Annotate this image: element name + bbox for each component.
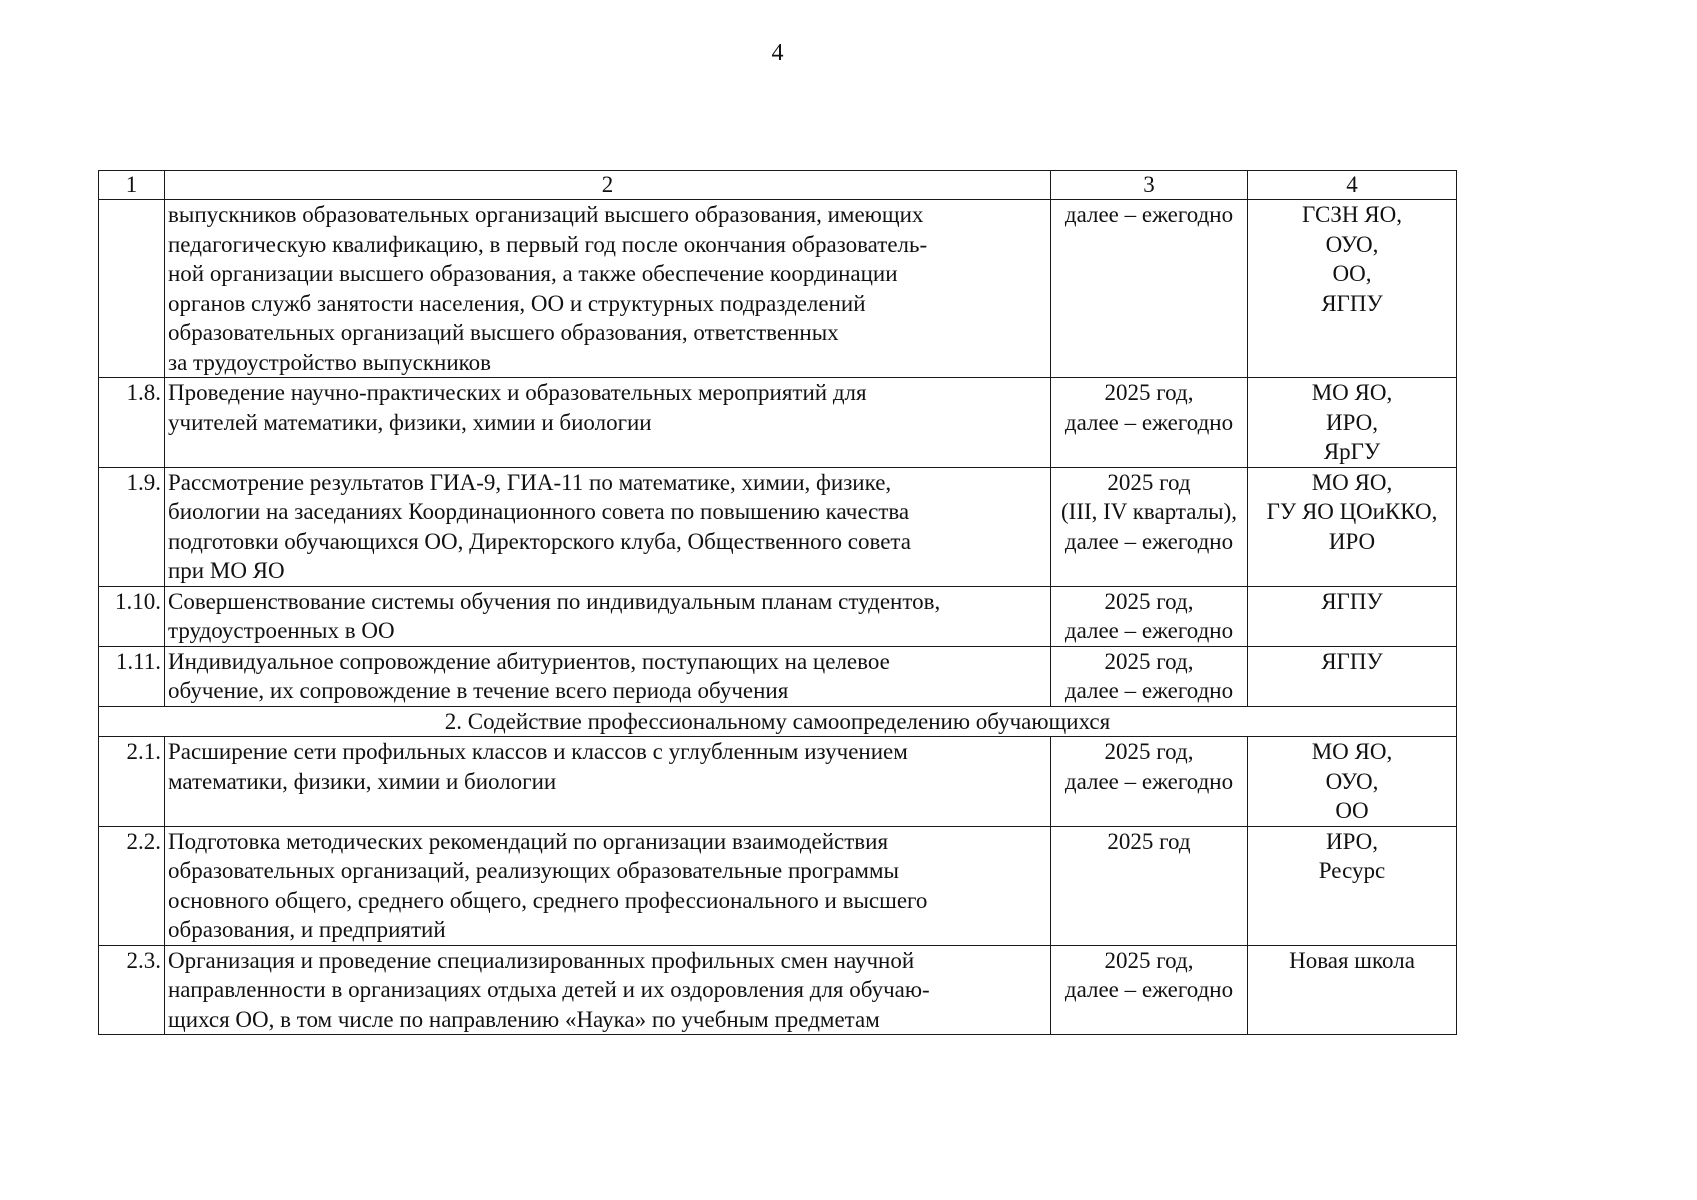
- term-line: 2025 год,: [1104, 947, 1194, 973]
- text-line: органов служб занятости населения, ОО и структурных подразделений: [168, 290, 866, 316]
- text-line: Совершенствование системы обучения по индивидуальным планам студентов,: [168, 588, 941, 614]
- responsible-cell: [1248, 586, 1457, 646]
- text-line: биологии на заседаниях Координационного совета по повышению качества: [168, 499, 910, 524]
- responsible-line: ЯрГУ: [1323, 439, 1381, 464]
- term-cell: [1051, 200, 1248, 378]
- text-line: подготовки обучающихся ОО, Директорского клуба, Общественного совета: [168, 528, 911, 554]
- row-number: [99, 200, 165, 378]
- measure-text: [165, 826, 1051, 945]
- table-row: [99, 586, 1457, 646]
- responsible-line: ОО,: [1332, 261, 1372, 286]
- row-number: 1.9.: [99, 467, 165, 586]
- row-number: 1.8.: [99, 378, 165, 468]
- term-line: 2025 год,: [1104, 648, 1194, 674]
- responsible-line: Ресурс: [1318, 858, 1386, 883]
- term-cell: [1051, 945, 1248, 1035]
- responsible-line: ЯГПУ: [1321, 290, 1383, 316]
- text-line: щихся ОО, в том числе по направлению «Наука» по учебным предметам: [168, 1006, 880, 1032]
- term-cell: [1051, 826, 1248, 945]
- term-cell: [1051, 378, 1248, 468]
- text-line: Рассмотрение результатов ГИА-9, ГИА-11 по математике, химии, физике,: [168, 469, 892, 495]
- text-line: образования, и предприятий: [168, 917, 446, 942]
- responsible-line: ОО: [1335, 798, 1369, 823]
- term-cell: [1051, 737, 1248, 827]
- text-line: образовательных организаций высшего образования, ответственных: [168, 320, 839, 345]
- text-line: математики, физики, химии и биологии: [168, 768, 557, 794]
- table-header-row: [99, 171, 1457, 200]
- text-line: Проведение научно-практических и образовательных мероприятий для: [168, 380, 867, 405]
- measure-text: [165, 467, 1051, 586]
- term-line: далее – ежегодно: [1064, 409, 1234, 435]
- term-cell: [1051, 646, 1248, 706]
- term-line: далее – ежегодно: [1064, 618, 1234, 643]
- responsible-cell: [1248, 200, 1457, 378]
- text-line: за трудоустройство выпускников: [168, 349, 491, 375]
- responsible-line: ОУО,: [1325, 231, 1379, 257]
- measure-text: [165, 200, 1051, 378]
- text-line: педагогическую квалификацию, в первый год после окончания образователь-: [168, 231, 928, 257]
- responsible-line: ИРО,: [1325, 409, 1379, 435]
- term-line: далее – ежегодно: [1064, 528, 1234, 554]
- term-line: 2025 год,: [1104, 739, 1194, 764]
- term-line: 2025 год: [1107, 828, 1191, 854]
- table-row: [99, 945, 1457, 1035]
- table-row: [99, 200, 1457, 378]
- responsible-cell: [1248, 467, 1457, 586]
- measures-table: [98, 170, 1457, 1035]
- text-line: учителей математики, физики, химии и биологии: [168, 409, 652, 435]
- responsible-line: МО ЯО,: [1311, 380, 1393, 405]
- row-number: 1.11.: [99, 646, 165, 706]
- term-line: 2025 год: [1107, 469, 1191, 495]
- header-cell-responsible: 4: [1248, 171, 1457, 200]
- text-line: при МО ЯО: [168, 558, 285, 583]
- text-line: образовательных организаций, реализующих образовательные программы: [168, 858, 899, 883]
- text-line: Расширение сети профильных классов и классов с углубленным изучением: [168, 739, 908, 764]
- term-line: далее – ежегодно: [1064, 678, 1234, 703]
- measure-text: [165, 945, 1051, 1035]
- text-line: трудоустроенных в ОО: [168, 618, 395, 643]
- table-row: [99, 467, 1457, 586]
- measure-text: [165, 737, 1051, 827]
- text-line: Подготовка методических рекомендаций по организации взаимодействия: [168, 828, 889, 854]
- measure-text: [165, 646, 1051, 706]
- row-number: 2.1.: [99, 737, 165, 827]
- row-number: 1.10.: [99, 586, 165, 646]
- responsible-line: ОУО,: [1325, 768, 1379, 794]
- term-line: далее – ежегодно: [1064, 202, 1234, 227]
- table-row: [99, 646, 1457, 706]
- row-number: 2.2.: [99, 826, 165, 945]
- measure-text: [165, 378, 1051, 468]
- table-row: [99, 737, 1457, 827]
- text-line: обучение, их сопровождение в течение всего периода обучения: [168, 678, 789, 703]
- responsible-cell: [1248, 737, 1457, 827]
- term-line: далее – ежегодно: [1064, 768, 1234, 794]
- responsible-line: МО ЯО,: [1311, 469, 1393, 495]
- responsible-cell: [1248, 945, 1457, 1035]
- header-cell-measure: 2: [165, 171, 1051, 200]
- responsible-line: ЯГПУ: [1321, 588, 1383, 614]
- row-number: 2.3.: [99, 945, 165, 1035]
- term-line: 2025 год,: [1104, 380, 1194, 405]
- text-line: выпускников образовательных организаций высшего образования, имеющих: [168, 202, 924, 227]
- responsible-line: ГСЗН ЯО,: [1302, 202, 1402, 227]
- section-row: [99, 706, 1457, 737]
- term-line: далее – ежегодно: [1064, 977, 1234, 1002]
- term-line: 2025 год,: [1104, 588, 1194, 614]
- responsible-line: ГУ ЯО ЦОиККО,: [1266, 499, 1438, 524]
- responsible-line: ИРО,: [1325, 828, 1379, 854]
- responsible-line: ИРО: [1328, 528, 1376, 554]
- text-line: Индивидуальное сопровождение абитуриентов, поступающих на целевое: [168, 648, 890, 674]
- responsible-cell: [1248, 646, 1457, 706]
- responsible-cell: [1248, 826, 1457, 945]
- text-line: Организация и проведение специализированных профильных смен научной: [168, 947, 915, 973]
- responsible-line: Новая школа: [1289, 947, 1415, 973]
- term-cell: [1051, 586, 1248, 646]
- text-line: направленности в организациях отдыха детей и их оздоровления для обучаю-: [168, 977, 930, 1002]
- table-row: [99, 378, 1457, 468]
- text-line: ной организации высшего образования, а также обеспечение координации: [168, 261, 898, 286]
- header-cell-number: 1: [99, 171, 165, 200]
- responsible-cell: [1248, 378, 1457, 468]
- table-row: [99, 826, 1457, 945]
- text-line: основного общего, среднего общего, среднего профессионального и высшего: [168, 887, 928, 913]
- responsible-line: ЯГПУ: [1321, 648, 1383, 674]
- term-line: (III, IV кварталы),: [1061, 499, 1237, 524]
- term-cell: [1051, 467, 1248, 586]
- header-cell-term: 3: [1051, 171, 1248, 200]
- section-title: 2. Содействие профессиональному самоопределению обучающихся: [99, 706, 1457, 737]
- page-number: 4: [771, 40, 784, 66]
- responsible-line: МО ЯО,: [1311, 739, 1393, 764]
- measure-text: [165, 586, 1051, 646]
